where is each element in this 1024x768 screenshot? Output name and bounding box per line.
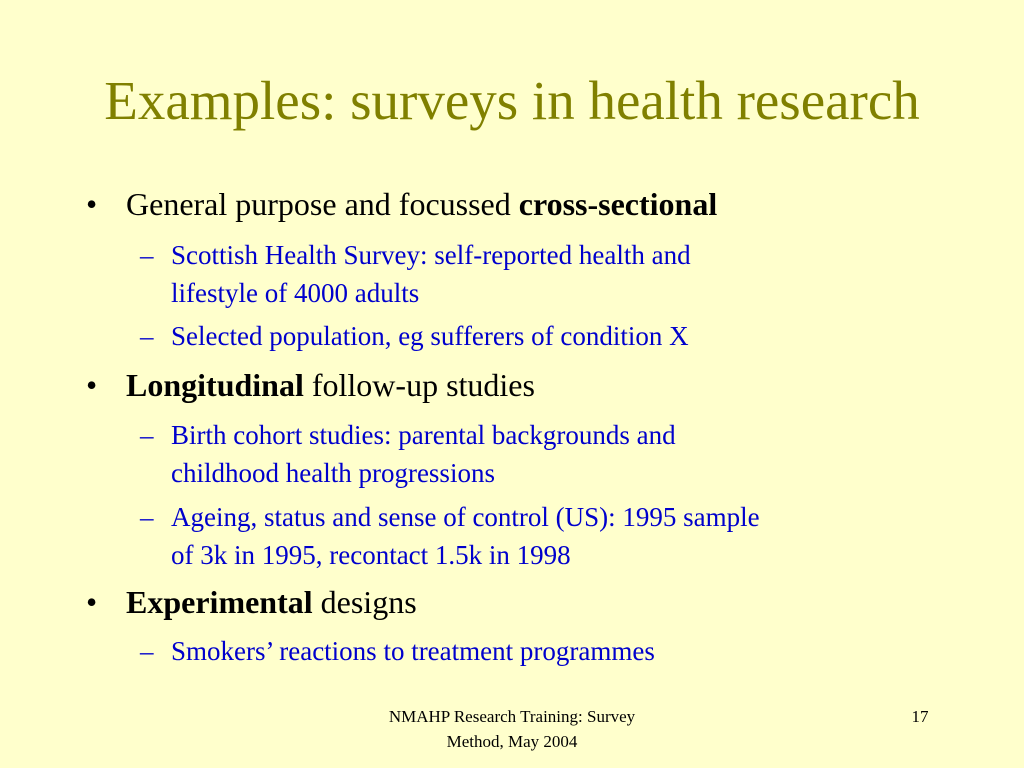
page-number: 17 [911,707,929,726]
subbullet-text: Birth cohort studies: parental backgrounds and childhood health progressions [171,420,676,488]
subbullet-text: Smokers’ reactions to treatment programmes [171,636,655,666]
bullet-text: General purpose and focussed cross-sectional [126,186,718,222]
dash-marker: – [140,321,154,351]
dash-marker: – [140,636,154,666]
subbullet-text: Scottish Health Survey: self-reported health and lifestyle of 4000 adults [171,240,691,308]
dash-marker: – [140,502,154,532]
bold-term: cross-sectional [518,186,718,222]
bold-term: Experimental [126,584,313,620]
bullet-text: Longitudinal follow-up studies [126,367,535,403]
bullet-marker: • [86,367,98,403]
bold-term: Longitudinal [126,367,304,403]
dash-marker: – [140,420,154,450]
bullet-marker: • [86,584,98,620]
subbullet-text: Ageing, status and sense of control (US): 1995 sample of 3k in 1995, recontact 1.5k in 1998 [171,502,760,570]
bullet-marker: • [86,186,98,222]
dash-marker: – [140,240,154,270]
slide-title: Examples: surveys in health research [104,70,920,131]
bullet-text: Experimental designs [126,584,417,620]
subbullet-text: Selected population, eg sufferers of condition X [171,321,689,351]
footer-text: NMAHP Research Training: Survey Method, May 2004 [388,707,636,751]
